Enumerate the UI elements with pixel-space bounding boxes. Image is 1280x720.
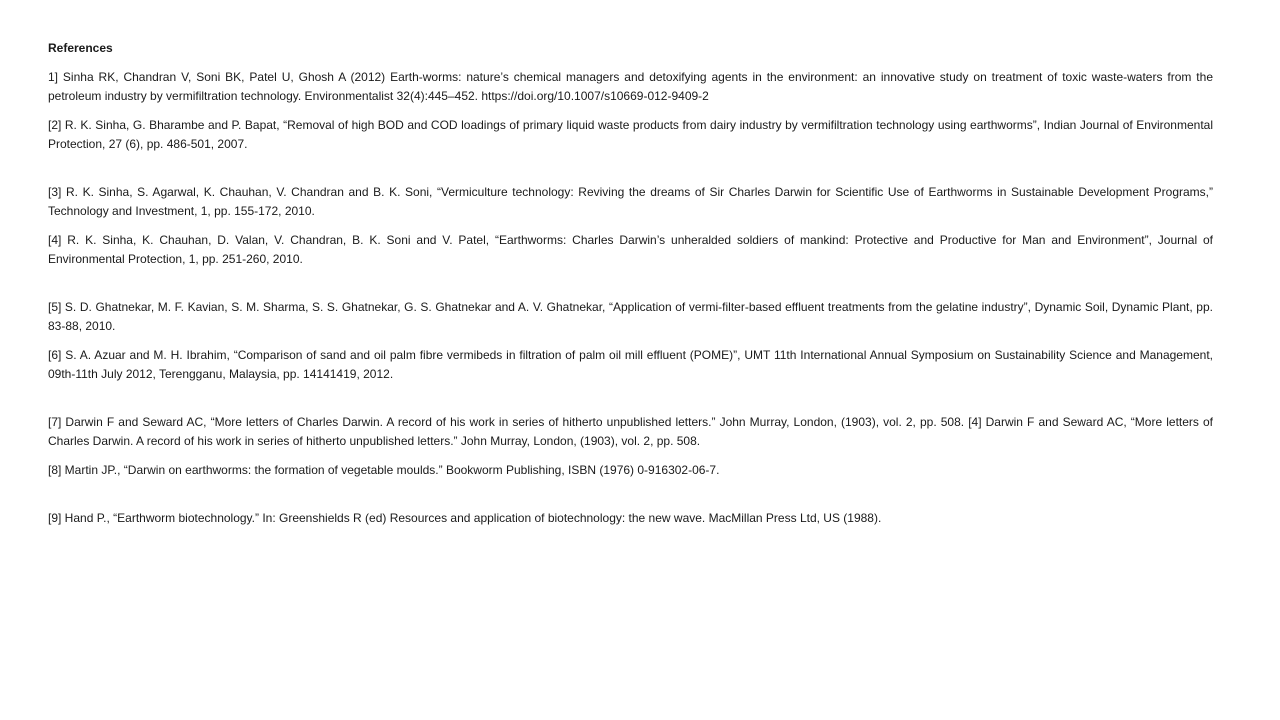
reference-3: [3] R. K. Sinha, S. Agarwal, K. Chauhan, V. Chandran and B. K. Soni, “Vermiculture technology: Reviving the dreams of Sir Charles Darwin for Scientific Use of Earthworms in Sustainable Development Programs,” Technology and Investment, 1, pp. 155-172, 2010.: [48, 185, 1213, 218]
reference-2: [2] R. K. Sinha, G. Bharambe and P. Bapat, “Removal of high BOD and COD loadings of primary liquid waste products from dairy industry by vermifiltration technology using earthworms”, Indian Journal of Environmental Protection, 27 (6), pp. 486-501, 2007.: [48, 118, 1213, 151]
reference-4: [4] R. K. Sinha, K. Chauhan, D. Valan, V. Chandran, B. K. Soni and V. Patel, “Earthworms: Charles Darwin’s unheralded soldiers of mankind: Protective and Productive for Man and Environment”, Journal of Environmental Protection, 1, pp. 251-260, 2010.: [48, 233, 1213, 266]
reference-1: 1] Sinha RK, Chandran V, Soni BK, Patel U, Ghosh A (2012) Earth-worms: nature’s chemical managers and detoxifying agents in the environment: an innovative study on treatment of toxic waste-waters from the petroleum industry by vermifiltration technology. Environmentalist 32(4):445–452. https://doi.org/10.1007/s10669-012-9409-2: [48, 70, 1213, 103]
reference-9: [9] Hand P., “Earthworm biotechnology.” In: Greenshields R (ed) Resources and application of biotechnology: the new wave. MacMillan Press Ltd, US (1988).: [48, 511, 882, 525]
reference-7: [7] Darwin F and Seward AC, “More letters of Charles Darwin. A record of his work in series of hitherto unpublished letters.” John Murray, London, (1903), vol. 2, pp. 508. [4] Darwin F and Seward AC, “More letters of Charles Darwin. A record of his work in series of hitherto unpublished letters.” John Murray, London, (1903), vol. 2, pp. 508.: [48, 415, 1213, 448]
references-heading: References: [48, 41, 113, 55]
reference-5: [5] S. D. Ghatnekar, M. F. Kavian, S. M. Sharma, S. S. Ghatnekar, G. S. Ghatnekar and A. V. Ghatnekar, “Application of vermi-filter-based effluent treatments from the gelatine industry”, Dynamic Soil, Dynamic Plant, pp. 83-88, 2010.: [48, 300, 1213, 333]
reference-6: [6] S. A. Azuar and M. H. Ibrahim, “Comparison of sand and oil palm fibre vermibeds in filtration of palm oil mill effluent (POME)”, UMT 11th International Annual Symposium on Sustainability Science and Management, 09th-11th July 2012, Terengganu, Malaysia, pp. 14141419, 2012.: [48, 348, 1213, 381]
reference-8: [8] Martin JP., “Darwin on earthworms: the formation of vegetable moulds.” Bookworm Publishing, ISBN (1976) 0-916302-06-7.: [48, 463, 720, 477]
